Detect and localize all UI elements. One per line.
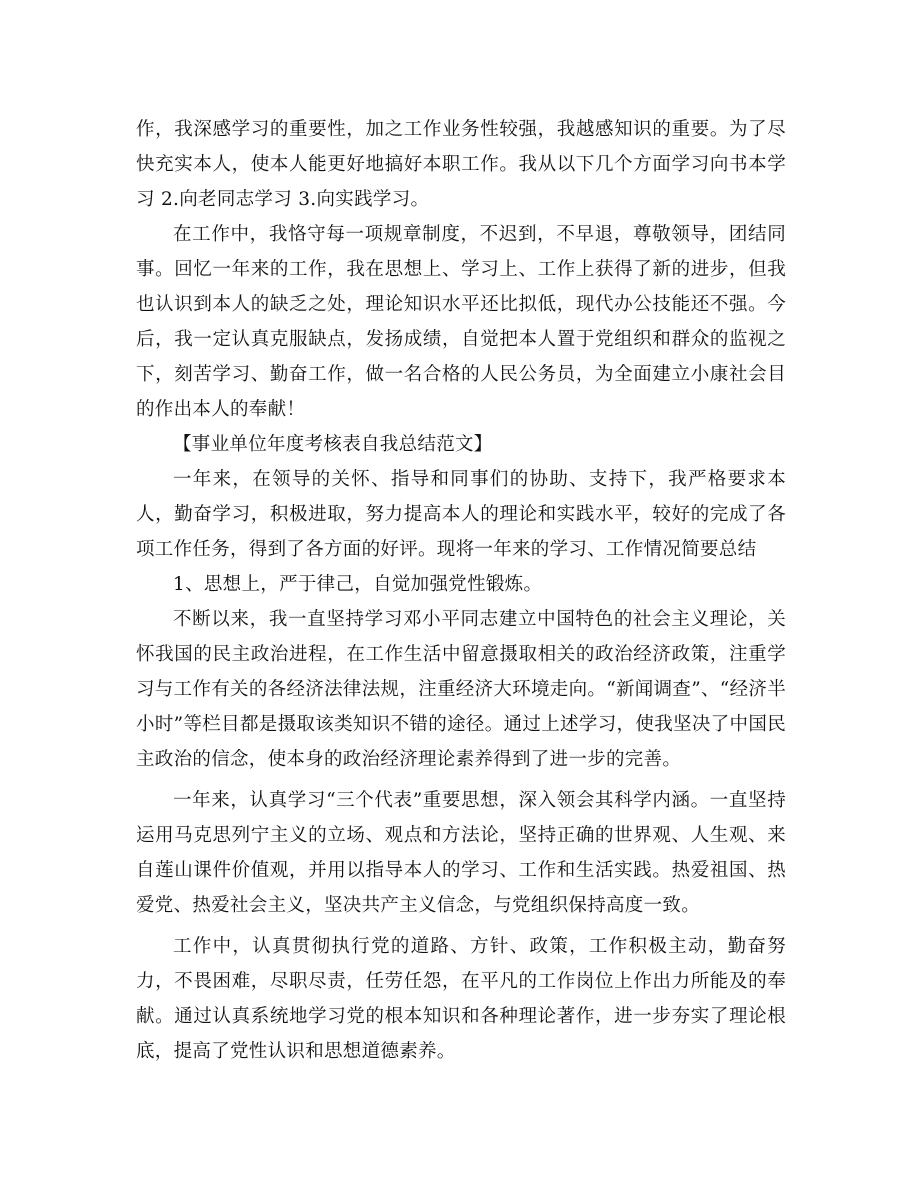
document-body [136,112,786,1069]
section-heading: 【事业单位年度考核表自我总结范文】 [173,434,493,455]
paragraph-study-theory: 不断以来，我一直坚持学习邓小平同志建立中国特色的社会主义理论，关怀我国的民主政治进程，在工作生活中留意摄取相关的政治经济政策，注重学习与工作有关的各经济法律法规，注重经济大环境走向。“新闻调查”、“经济半小时”等栏目都是摄取该类知识不错的途径。通过上述学习，使我坚决了中国民主政治的信念，使本身的政治经济理论素养得到了进一步的完善。 [136,609,786,770]
paragraph-work-discipline: 在工作中，我恪守每一项规章制度，不迟到，不早退，尊敬领导，团结同事。回忆一年来的工作，我在思想上、学习上、工作上获得了新的进步，但我也认识到本人的缺乏之处，理论知识水平还比拟低，现代办公技能还不强。今后，我一定认真克服缺点，发扬成绩，自觉把本人置于党组织和群众的监视之下，刻苦学习、勤奋工作，做一名合格的人民公务员，为全面建立小康社会目的作出本人的奉献！ [136,224,786,420]
paragraph-three-represents: 一年来，认真学习“三个代表”重要思想，深入领会其科学内涵。一直坚持运用马克思列宁主义的立场、观点和方法论，坚持正确的世界观、人生观、来自莲山课件价值观，并用以指导本人的学习、工作和生活实践。热爱祖国、热爱党、热爱社会主义，坚决共产主义信念，与党组织保持高度一致。 [136,790,786,916]
paragraph-work: 工作中，认真贯彻执行党的道路、方针、政策，工作积极主动，勤奋努力，不畏困难，尽职尽责，任劳任怨，在平凡的工作岗位上作出力所能及的奉献。通过认真系统地学习党的根本知识和各种理论著作，进一步夯实了理论根底，提高了党性认识和思想道德素养。 [136,936,786,1062]
paragraph-intro: 一年来，在领导的关怀、指导和同事们的协助、支持下，我严格要求本人，勤奋学习，积极进取，努力提高本人的理论和实践水平，较好的完成了各项工作任务，得到了各方面的好评。现将一年来的学习、工作情况简要总结 [136,469,786,560]
paragraph-point-1: 1、思想上，严于律己，自觉加强党性锻炼。 [173,574,543,595]
paragraph-continuation: 作，我深感学习的重要性，加之工作业务性较强，我越感知识的重要。为了尽快充实本人，使本人能更好地搞好本职工作。我从以下几个方面学习向书本学习 2.向老同志学习 3.向实践学习。 [136,119,786,210]
